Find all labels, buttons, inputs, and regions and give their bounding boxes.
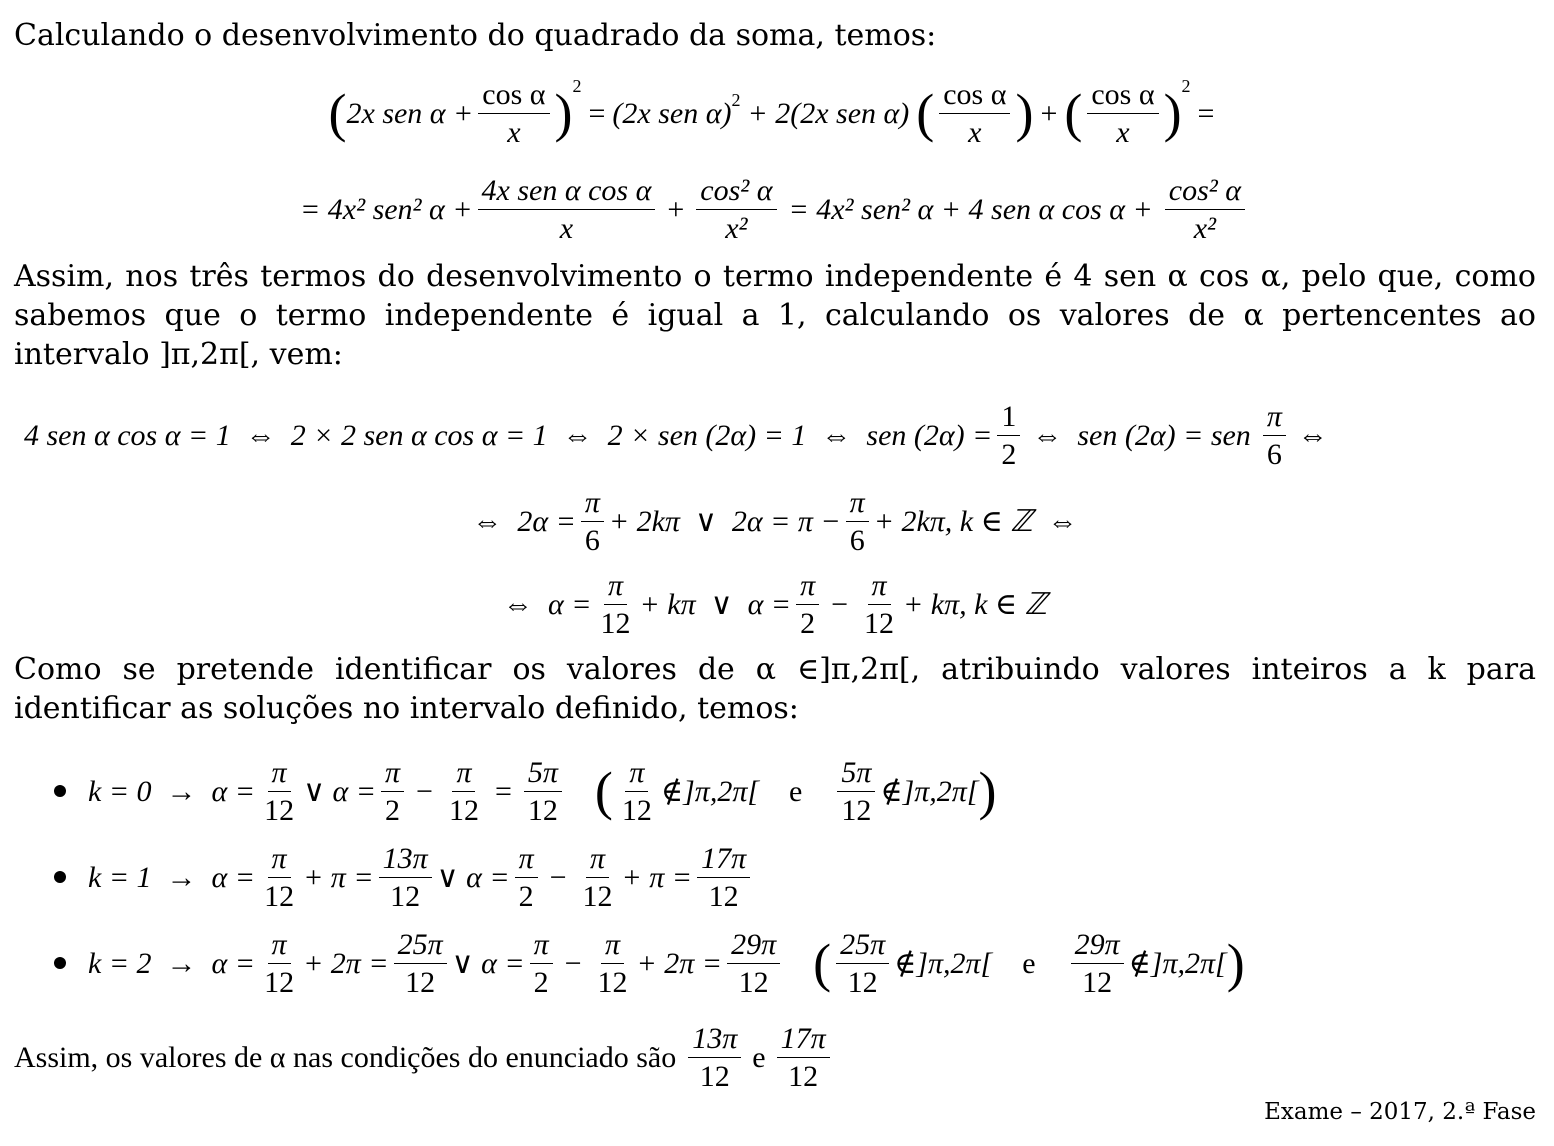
equation-expanded: = 4x² sen² α + $\frac{\text{4x sen α cos α}}{x}$ + $\frac{\text{cos² α}}{\text{x²}}$ = 4x² sen² α + 4 sen α cos α + $\frac{\text{cos² α}}{\text{x²}}$ xyxy=(14,161,1536,257)
list-item-k1: k = 1 → α = $\frac{\pi}{12}$ + π = $\frac{13\pi}{12}$ ∨ α = $\frac{\pi}{2}$ − $\frac{\pi}{12}$ + π = $\frac{17\pi}{12}$ xyxy=(54,834,1536,920)
list-item-k2: k = 2 → α = $\frac{\pi}{12}$ + 2π = $\frac{25\pi}{12}$ ∨ α = $\frac{\pi}{2}$ − $\frac{\pi}{12}$ + 2π = $\frac{29\pi}{12}$ ( $\frac{25\pi}{12}$ ∉]π,2π[ e $\frac{29\pi}{12}$ ∉]π,2π[ ) xyxy=(54,920,1536,1006)
fraction: $\frac{\pi}{12}$ xyxy=(582,841,613,913)
bullet-icon xyxy=(54,957,66,969)
fraction: $\frac{25\pi}{12}$ xyxy=(836,928,889,999)
fraction: $\frac{\pi}{2}$ xyxy=(515,842,538,913)
conclusion: Assim, os valores de α nas condições do enunciado são $\frac{13\pi}{12}$ e $\frac{17\pi}{12}$ xyxy=(14,1022,1536,1093)
paragraph-independent-term: Assim, nos três termos do desenvolvimento o termo independente é 4 sen α cos α, pelo que, como sabemos que o termo independente é igual a 1, calculando os valores de α pertencentes ao intervalo ]π,2π[, vem: xyxy=(14,259,1536,372)
fraction: $\frac{\text{4x sen α cos α}}{x}$ xyxy=(478,174,656,245)
solution-page xyxy=(14,16,1536,1093)
bullet-icon xyxy=(54,871,66,883)
fraction: $\frac{\text{cos² α}}{\text{x²}}$ xyxy=(696,174,776,245)
fraction: $\frac{\text{cos α}}{x}$ xyxy=(939,78,1010,149)
fraction: $\frac{\text{cos α}}{x}$ xyxy=(478,78,549,149)
equation-general-solution-2alpha: ⇔ 2α = $\frac{\pi}{6}$ + 2kπ ∨ 2α = π − $\frac{\pi}{6}$ + 2kπ, k ∈ ℤ ⇔ xyxy=(472,485,1078,557)
intro-text: Calculando o desenvolvimento do quadrado da soma, temos: xyxy=(14,18,937,53)
fraction: $\frac{5\pi}{12}$ xyxy=(524,756,562,827)
fraction: $\frac{17\pi}{12}$ xyxy=(777,1022,830,1093)
bullet-icon xyxy=(54,785,66,797)
equation-square-expansion: ( 2x sen α + $\frac{\text{cos α}}{x}$ ) $^2$ = (2x sen α) $^2$ + 2(2x sen α) ( $\frac{\text{cos α}}{x}$ ) + ( $\frac{\text{cos α}}{x}$ ) $^2$ = xyxy=(328,76,1215,149)
fraction: $\frac{\pi}{6}$ xyxy=(581,486,604,557)
fraction: $\frac{\pi}{2}$ xyxy=(530,928,553,999)
fraction: $\frac{\pi}{12}$ xyxy=(621,755,652,827)
fraction: $\frac{29\pi}{12}$ xyxy=(1071,928,1124,999)
fraction: $\frac{\pi}{2}$ xyxy=(796,569,819,640)
fraction: $\frac{13\pi}{12}$ xyxy=(379,842,432,913)
fraction: $\frac{25\pi}{12}$ xyxy=(394,928,447,999)
fraction: $\frac{\pi}{12}$ xyxy=(600,568,631,640)
fraction: $\frac{\pi}{2}$ xyxy=(381,756,404,827)
fraction: $\frac{1}{2}$ xyxy=(997,400,1020,471)
fraction: $\frac{13\pi}{12}$ xyxy=(688,1022,741,1093)
equation-sine-double-angle: 4 sen α cos α = 1 ⇔ 2 × 2 sen α cos α = 1 ⇔ 2 × sen (2α) = 1 ⇔ sen (2α) = $\frac{1}{2}$ ⇔ sen (2α) = sen $\frac{\pi}{6}$ ⇔ xyxy=(24,399,1328,471)
fraction: $\frac{\pi}{6}$ xyxy=(1263,400,1286,471)
fraction: $\frac{\pi}{12}$ xyxy=(597,927,628,999)
fraction: $\frac{\pi}{12}$ xyxy=(448,755,479,827)
fraction: $\frac{5\pi}{12}$ xyxy=(837,756,875,827)
exam-source: Exame – 2017, 2.ª Fase xyxy=(1264,1099,1536,1125)
fraction: $\frac{17\pi}{12}$ xyxy=(697,842,750,913)
fraction: $\frac{29\pi}{12}$ xyxy=(727,928,780,999)
fraction: $\frac{\pi}{12}$ xyxy=(264,755,295,827)
k-values-list xyxy=(14,748,1536,1006)
fraction: $\frac{\pi}{12}$ xyxy=(264,841,295,913)
fraction: $\frac{\pi}{12}$ xyxy=(864,568,895,640)
fraction: $\frac{\text{cos α}}{x}$ xyxy=(1087,78,1158,149)
paragraph-interval: Como se pretende identificar os valores de α ∈]π,2π[, atribuindo valores inteiros a k para identificar as soluções no intervalo definido, temos: xyxy=(14,652,1536,726)
fraction: $\frac{\pi}{12}$ xyxy=(264,927,295,999)
fraction: $\frac{\text{cos² α}}{\text{x²}}$ xyxy=(1165,174,1245,245)
fraction: $\frac{\pi}{6}$ xyxy=(846,486,869,557)
equation-general-solution-alpha: ⇔ α = $\frac{\pi}{12}$ + kπ ∨ α = $\frac{\pi}{2}$ − $\frac{\pi}{12}$ + kπ, k ∈ ℤ xyxy=(503,568,1047,640)
list-item-k0: k = 0 → α = $\frac{\pi}{12}$ ∨ α = $\frac{\pi}{2}$ − $\frac{\pi}{12}$ = $\frac{5\pi}{12}$ ( $\frac{\pi}{12}$ ∉]π,2π[ e $\frac{5\pi}{12}$ ∉]π,2π[ ) xyxy=(54,748,1536,834)
